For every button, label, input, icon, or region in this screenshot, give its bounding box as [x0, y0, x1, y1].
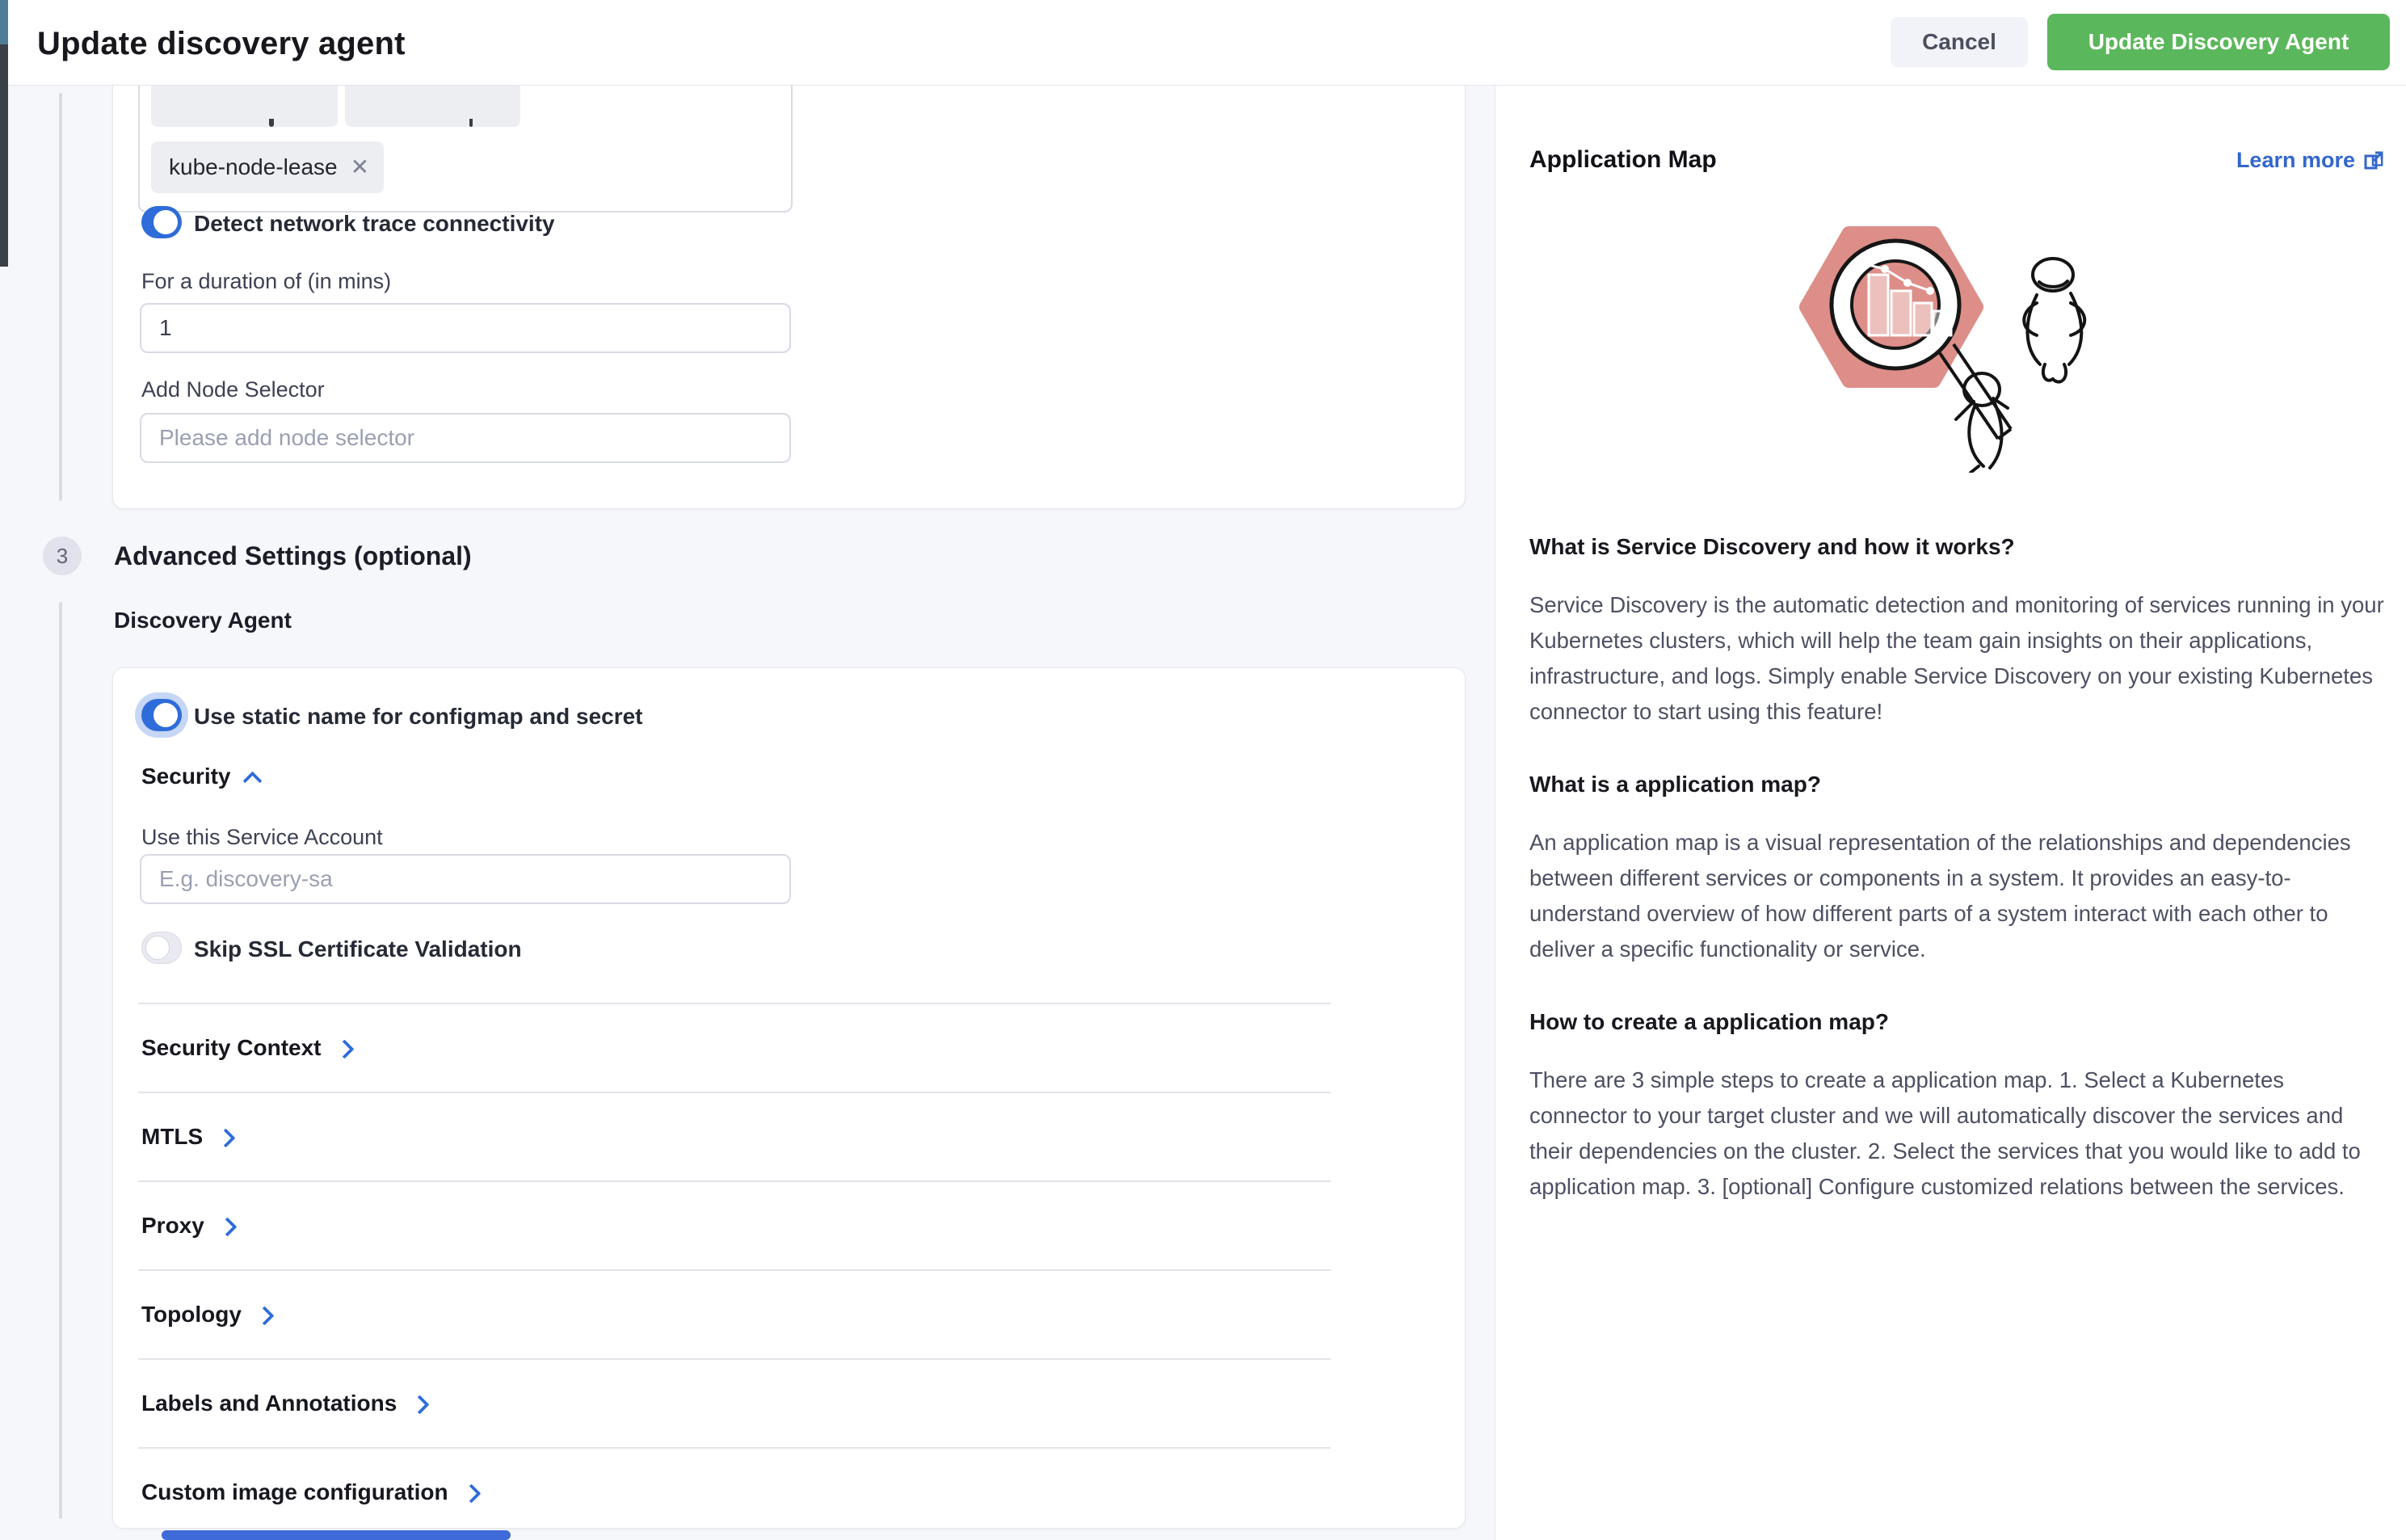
security-section-label: Security	[141, 764, 231, 789]
toggle-knob	[154, 210, 178, 234]
duration-input[interactable]	[140, 303, 791, 353]
chevron-up-icon	[242, 771, 262, 790]
chevron-right-icon	[461, 1483, 481, 1503]
help-section-heading: What is a application map?	[1529, 772, 1821, 797]
update-discovery-agent-button[interactable]: Update Discovery Agent	[2047, 14, 2390, 70]
clipped-text-descender	[269, 119, 274, 127]
help-section-body: There are 3 simple steps to create a application map. 1. Select a Kubernetes connector to your target cluster and we will automatically discover the services and their dependencies on the cluster. 2. Select the services that you would like to add to application map. 3. [optional] Configure customized relations between the services.	[1529, 1067, 2361, 1199]
help-section-body: An application map is a visual representation of the relationships and dependencies between different services or components in a system. It provides an easy-to-understand overview of how different parts of a system interact with each other to deliver a specific functionality or service.	[1529, 830, 2351, 961]
collapsed-section-row[interactable]	[138, 1004, 1331, 1093]
collapsed-section-row[interactable]	[138, 1093, 1331, 1182]
namespace-chip[interactable]	[151, 141, 384, 193]
collapsed-section-row[interactable]	[138, 1360, 1331, 1449]
chevron-right-icon	[217, 1217, 237, 1236]
discovery-agent-subtitle: Discovery Agent	[114, 608, 292, 633]
background-page-dark-strip	[0, 44, 8, 267]
skip-ssl-toggle-label: Skip SSL Certificate Validation	[194, 936, 522, 961]
toggle-knob	[145, 936, 170, 960]
chevron-right-icon	[254, 1306, 274, 1325]
background-page-teal-strip	[0, 0, 8, 44]
collapsed-section-label: Topology	[141, 1302, 242, 1327]
advanced-settings-card	[112, 667, 1466, 1529]
collapsed-section-row[interactable]	[138, 1182, 1331, 1271]
collapsed-section-label: Proxy	[141, 1213, 204, 1238]
application-map-illustration	[1794, 198, 2101, 473]
discovery-scope-card	[112, 47, 1466, 509]
node-selector-input[interactable]	[140, 413, 791, 463]
network-trace-toggle-label: Detect network trace connectivity	[194, 211, 555, 236]
stepper-line-lower	[59, 602, 62, 1519]
collapsed-section-label: Labels and Annotations	[141, 1391, 397, 1416]
network-trace-toggle[interactable]	[141, 206, 182, 238]
collapsed-section-label: Security Context	[141, 1035, 322, 1060]
duration-label: For a duration of (in mins)	[141, 269, 392, 293]
chevron-right-icon	[334, 1039, 354, 1058]
service-account-input[interactable]	[140, 854, 791, 904]
step-number-badge: 3	[43, 536, 82, 575]
application-map-help-panel	[1495, 85, 2406, 1540]
page-title: Update discovery agent	[37, 26, 406, 61]
toggle-knob	[154, 703, 178, 727]
static-name-toggle-label: Use static name for configmap and secret	[194, 704, 643, 729]
stepper-line-upper	[59, 93, 62, 501]
collapsed-sections-list	[138, 1003, 1331, 1536]
help-section	[1529, 772, 2387, 967]
help-section-body: Service Discovery is the automatic detection and monitoring of services running in your Kubernetes clusters, which will help the team gain insights on their applications, infrastructure, and logs. Simply enable Service Discovery on your existing Kubernetes connector to start using this feature!	[1529, 592, 2384, 724]
chip-remove-icon[interactable]: ✕	[350, 154, 370, 179]
drawer-header	[0, 0, 2406, 86]
help-sections	[1529, 534, 2387, 1247]
node-selector-label: Add Node Selector	[141, 377, 325, 402]
service-account-label: Use this Service Account	[141, 825, 383, 849]
collapsed-section-row[interactable]	[138, 1271, 1331, 1360]
learn-more-label: Learn more	[2236, 148, 2355, 172]
namespace-chip-clipped[interactable]	[345, 80, 520, 127]
help-section-heading: How to create a application map?	[1529, 1009, 1889, 1034]
collapsed-section-row[interactable]	[138, 1449, 1331, 1536]
namespace-chip-label: kube-node-lease	[169, 154, 338, 179]
help-section	[1529, 534, 2387, 730]
static-name-toggle[interactable]	[141, 699, 182, 731]
collapsed-section-label: Custom image configuration	[141, 1479, 448, 1504]
help-section-heading: What is Service Discovery and how it works?	[1529, 534, 2015, 559]
panel-title: Application Map	[1529, 146, 1717, 173]
security-section-header[interactable]	[141, 764, 259, 789]
chevron-right-icon	[217, 1128, 236, 1147]
namespace-chip-clipped[interactable]	[151, 80, 338, 127]
skip-ssl-toggle[interactable]	[141, 932, 182, 964]
collapsed-section-label: MTLS	[141, 1124, 204, 1149]
chevron-right-icon	[410, 1395, 430, 1414]
help-section	[1529, 1009, 2387, 1205]
external-link-icon	[2363, 150, 2384, 171]
learn-more-link[interactable]	[2236, 148, 2384, 173]
clipped-text-descender	[469, 119, 473, 127]
advanced-settings-title: Advanced Settings (optional)	[114, 541, 472, 570]
cancel-button[interactable]: Cancel	[1891, 17, 2028, 67]
